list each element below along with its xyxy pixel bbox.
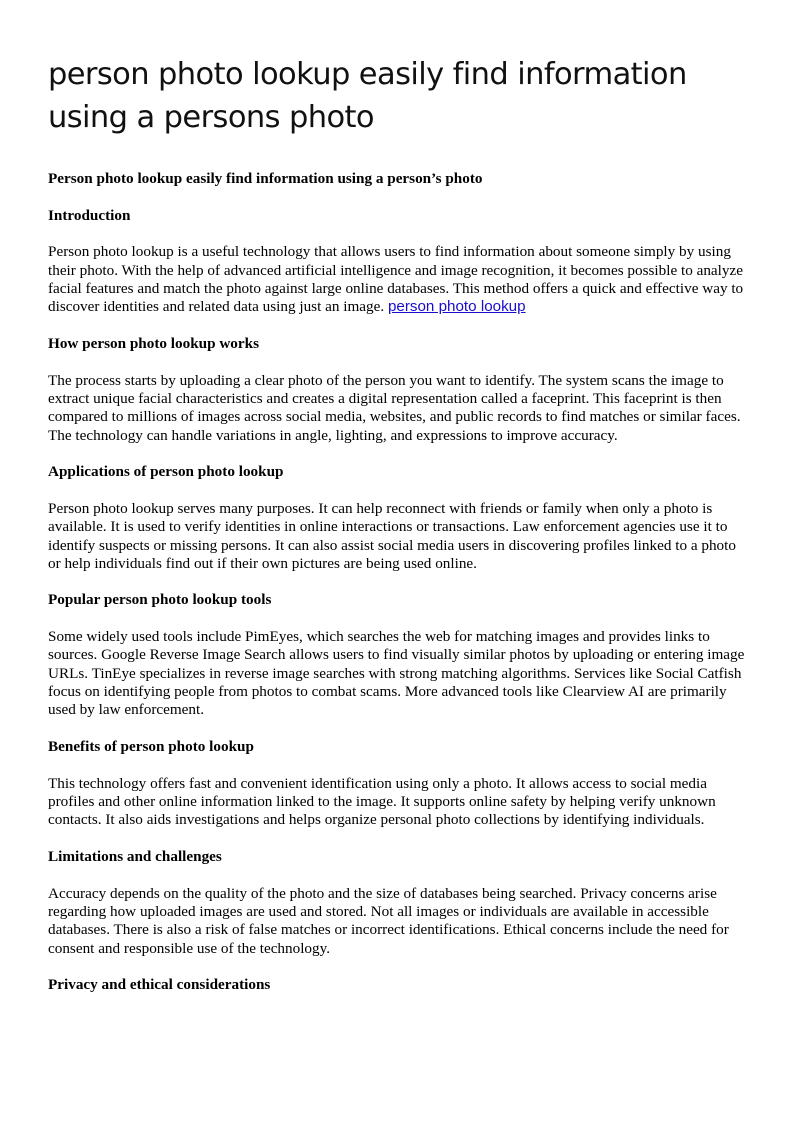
section-heading-how-it-works: How person photo lookup works — [48, 334, 259, 352]
section-heading-introduction: Introduction — [48, 206, 131, 224]
introduction-text: Person photo lookup is a useful technology that allows users to find information about someone simply by using their photo. With the help of advanced artificial intelligence and image recognition, it becomes possible to analyze facial features and match the photo against large online databases. This method offers a quick and effective way to discover identities and related data using just an image. — [48, 243, 744, 316]
section-body-limitations: Accuracy depends on the quality of the photo and the size of databases being searched. Privacy concerns arise regarding how uploaded images are used and stored. Not all images or individuals are available in accessible databases. There is also a risk of false matches or incorrect identifications. Ethical concerns include the need for consent and responsible use of the technology. — [48, 884, 729, 957]
document-page — [48, 0, 748, 994]
document-body — [48, 170, 748, 994]
person-photo-lookup-link[interactable]: person photo lookup — [387, 298, 526, 316]
section-body-how-it-works: The process starts by uploading a clear photo of the person you want to identify. The system scans the image to extract unique facial characteristics and creates a digital representation called a faceprint. This faceprint is then compared to millions of images across social media, websites, and public records to find matches or similar faces. The technology can handle variations in angle, lighting, and expressions to improve accuracy. — [48, 371, 741, 444]
section-body-applications: Person photo lookup serves many purposes. It can help reconnect with friends or family when only a photo is available. It is used to verify identities in online interactions or transactions. Law enforcement agencies use it to identify suspects or missing persons. It can also assist social media users in discovering profiles linked to a photo or help individuals find out if their own pictures are being used online. — [48, 499, 736, 572]
section-heading-privacy: Privacy and ethical considerations — [48, 976, 271, 994]
section-heading-benefits: Benefits of person photo lookup — [48, 738, 254, 756]
section-heading-popular-tools: Popular person photo lookup tools — [48, 591, 272, 609]
section-body-introduction — [48, 243, 748, 316]
section-heading-limitations: Limitations and challenges — [48, 848, 222, 866]
section-heading-applications: Applications of person photo lookup — [48, 463, 284, 481]
section-body-benefits: This technology offers fast and convenient identification using only a photo. It allows access to social media profiles and other online information linked to the image. It supports online safety by helping verify unknown contacts. It also aids investigations and helps organize personal photo collections by identifying individuals. — [48, 774, 716, 829]
document-title: person photo lookup easily find information using a persons photo — [48, 57, 687, 135]
section-body-popular-tools: Some widely used tools include PimEyes, which searches the web for matching images and provides links to sources. Google Reverse Image Search allows users to find visually similar photos by uploading or entering image URLs. TinEye specializes in reverse image searches with strong matching algorithms. Services like Social Catfish focus on identifying people from photos to combat scams. More advanced tools like Clearview AI are primarily used by law enforcement. — [48, 628, 745, 719]
document-subtitle: Person photo lookup easily find information using a person’s photo — [48, 170, 483, 187]
